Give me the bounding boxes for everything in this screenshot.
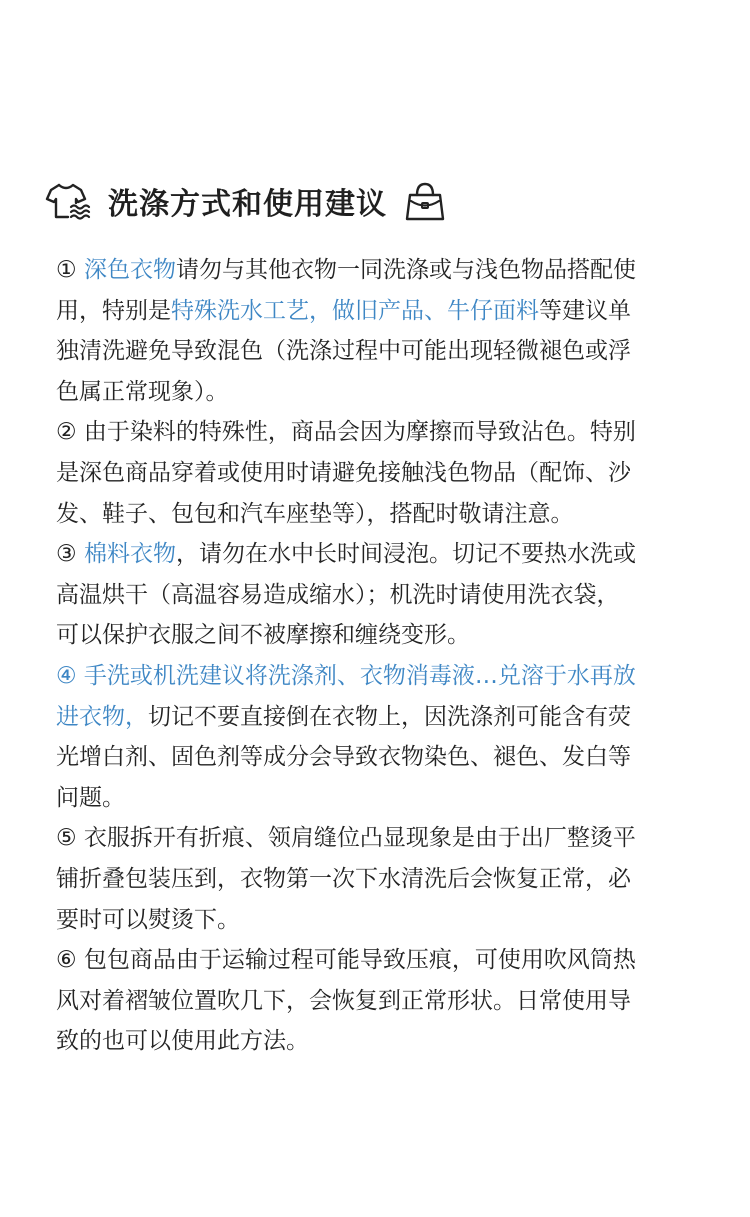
care-item-3	[56, 534, 702, 656]
care-item-line	[56, 778, 702, 819]
text-segment: ①	[56, 257, 84, 283]
care-item-line	[56, 575, 702, 616]
care-item-line	[56, 250, 702, 291]
care-item-line	[56, 494, 702, 535]
handbag-icon	[403, 179, 453, 223]
highlighted-text: 进衣物，	[56, 703, 148, 730]
care-item-line	[56, 900, 702, 941]
text-segment: 光增白剂、固色剂等成分会导致衣物染色、褪色、发白等	[56, 744, 631, 771]
text-segment: ⑥ 包包商品由于运输过程可能导致压痕，可使用吹风筒热	[56, 947, 636, 974]
text-segment: 用，特别是	[56, 297, 171, 324]
text-segment: 风对着褶皱位置吹几下，会恢复到正常形状。日常使用导	[56, 987, 631, 1014]
care-item-line	[56, 737, 702, 778]
care-item-1	[56, 250, 702, 412]
highlighted-text: 棉料衣物	[83, 541, 176, 568]
text-segment: ⑤ 衣服拆开有折痕、领肩缝位凸显现象是由于出厂整烫平	[56, 825, 636, 852]
care-item-line	[56, 453, 702, 494]
care-item-2	[56, 412, 702, 534]
section-title: 洗涤方式和使用建议	[108, 187, 387, 222]
highlighted-text: ④ 手洗或机洗建议将洗涤剂、衣物消毒液…兑溶于水再放	[56, 662, 636, 689]
highlighted-text: 深色衣物	[83, 257, 176, 283]
text-segment: 高温烘干（高温容易造成缩水）；机洗时请使用洗衣袋，	[56, 581, 620, 608]
text-segment: 请勿与其他衣物一同洗涤或与浅色物品搭配使	[175, 257, 636, 283]
text-segment: 发、鞋子、包包和汽车座垫等），搭配时敬请注意。	[56, 500, 574, 527]
text-segment: ② 由于染料的特殊性，商品会因为摩擦而导致沾色。特别	[56, 419, 636, 446]
highlighted-text: 特殊洗水工艺，做旧产品、牛仔面料	[171, 297, 539, 324]
section-header	[44, 176, 453, 226]
text-segment: 独清洗避免导致混色（洗涤过程中可能出现轻微褪色或浮	[56, 338, 631, 365]
text-segment: 色属正常现象）。	[56, 378, 229, 405]
care-item-line	[56, 291, 702, 332]
text-segment: 可以保护衣服之间不被摩擦和缠绕变形。	[56, 622, 470, 649]
care-item-line	[56, 818, 702, 859]
care-item-line	[56, 697, 702, 738]
text-segment: 等建议单	[539, 297, 631, 324]
text-segment: 铺折叠包装压到，衣物第一次下水清洗后会恢复正常，必	[56, 865, 631, 892]
care-item-6	[56, 940, 702, 1062]
care-item-4	[56, 656, 702, 818]
care-item-line	[56, 331, 702, 372]
care-item-line	[56, 372, 702, 413]
care-item-line	[56, 859, 702, 900]
text-segment: 要时可以熨烫下。	[56, 906, 240, 933]
text-segment: 切记不要直接倒在衣物上，因洗涤剂可能含有荧	[148, 703, 631, 730]
care-item-line	[56, 615, 702, 656]
care-instructions	[56, 250, 702, 1062]
care-item-5	[56, 818, 702, 940]
care-item-line	[56, 940, 702, 981]
text-segment: 是深色商品穿着或使用时请避免接触浅色物品（配饰、沙	[56, 459, 631, 486]
text-segment: 致的也可以使用此方法。	[56, 1028, 309, 1055]
care-item-line	[56, 534, 702, 575]
text-segment: 问题。	[56, 784, 125, 811]
care-item-line	[56, 981, 702, 1022]
care-item-line	[56, 1021, 702, 1062]
care-item-line	[56, 656, 702, 697]
care-item-line	[56, 412, 702, 453]
tshirt-waves-icon	[44, 179, 94, 223]
text-segment: ③	[56, 541, 84, 568]
text-segment: ，请勿在水中长时间浸泡。切记不要热水洗或	[175, 541, 636, 568]
